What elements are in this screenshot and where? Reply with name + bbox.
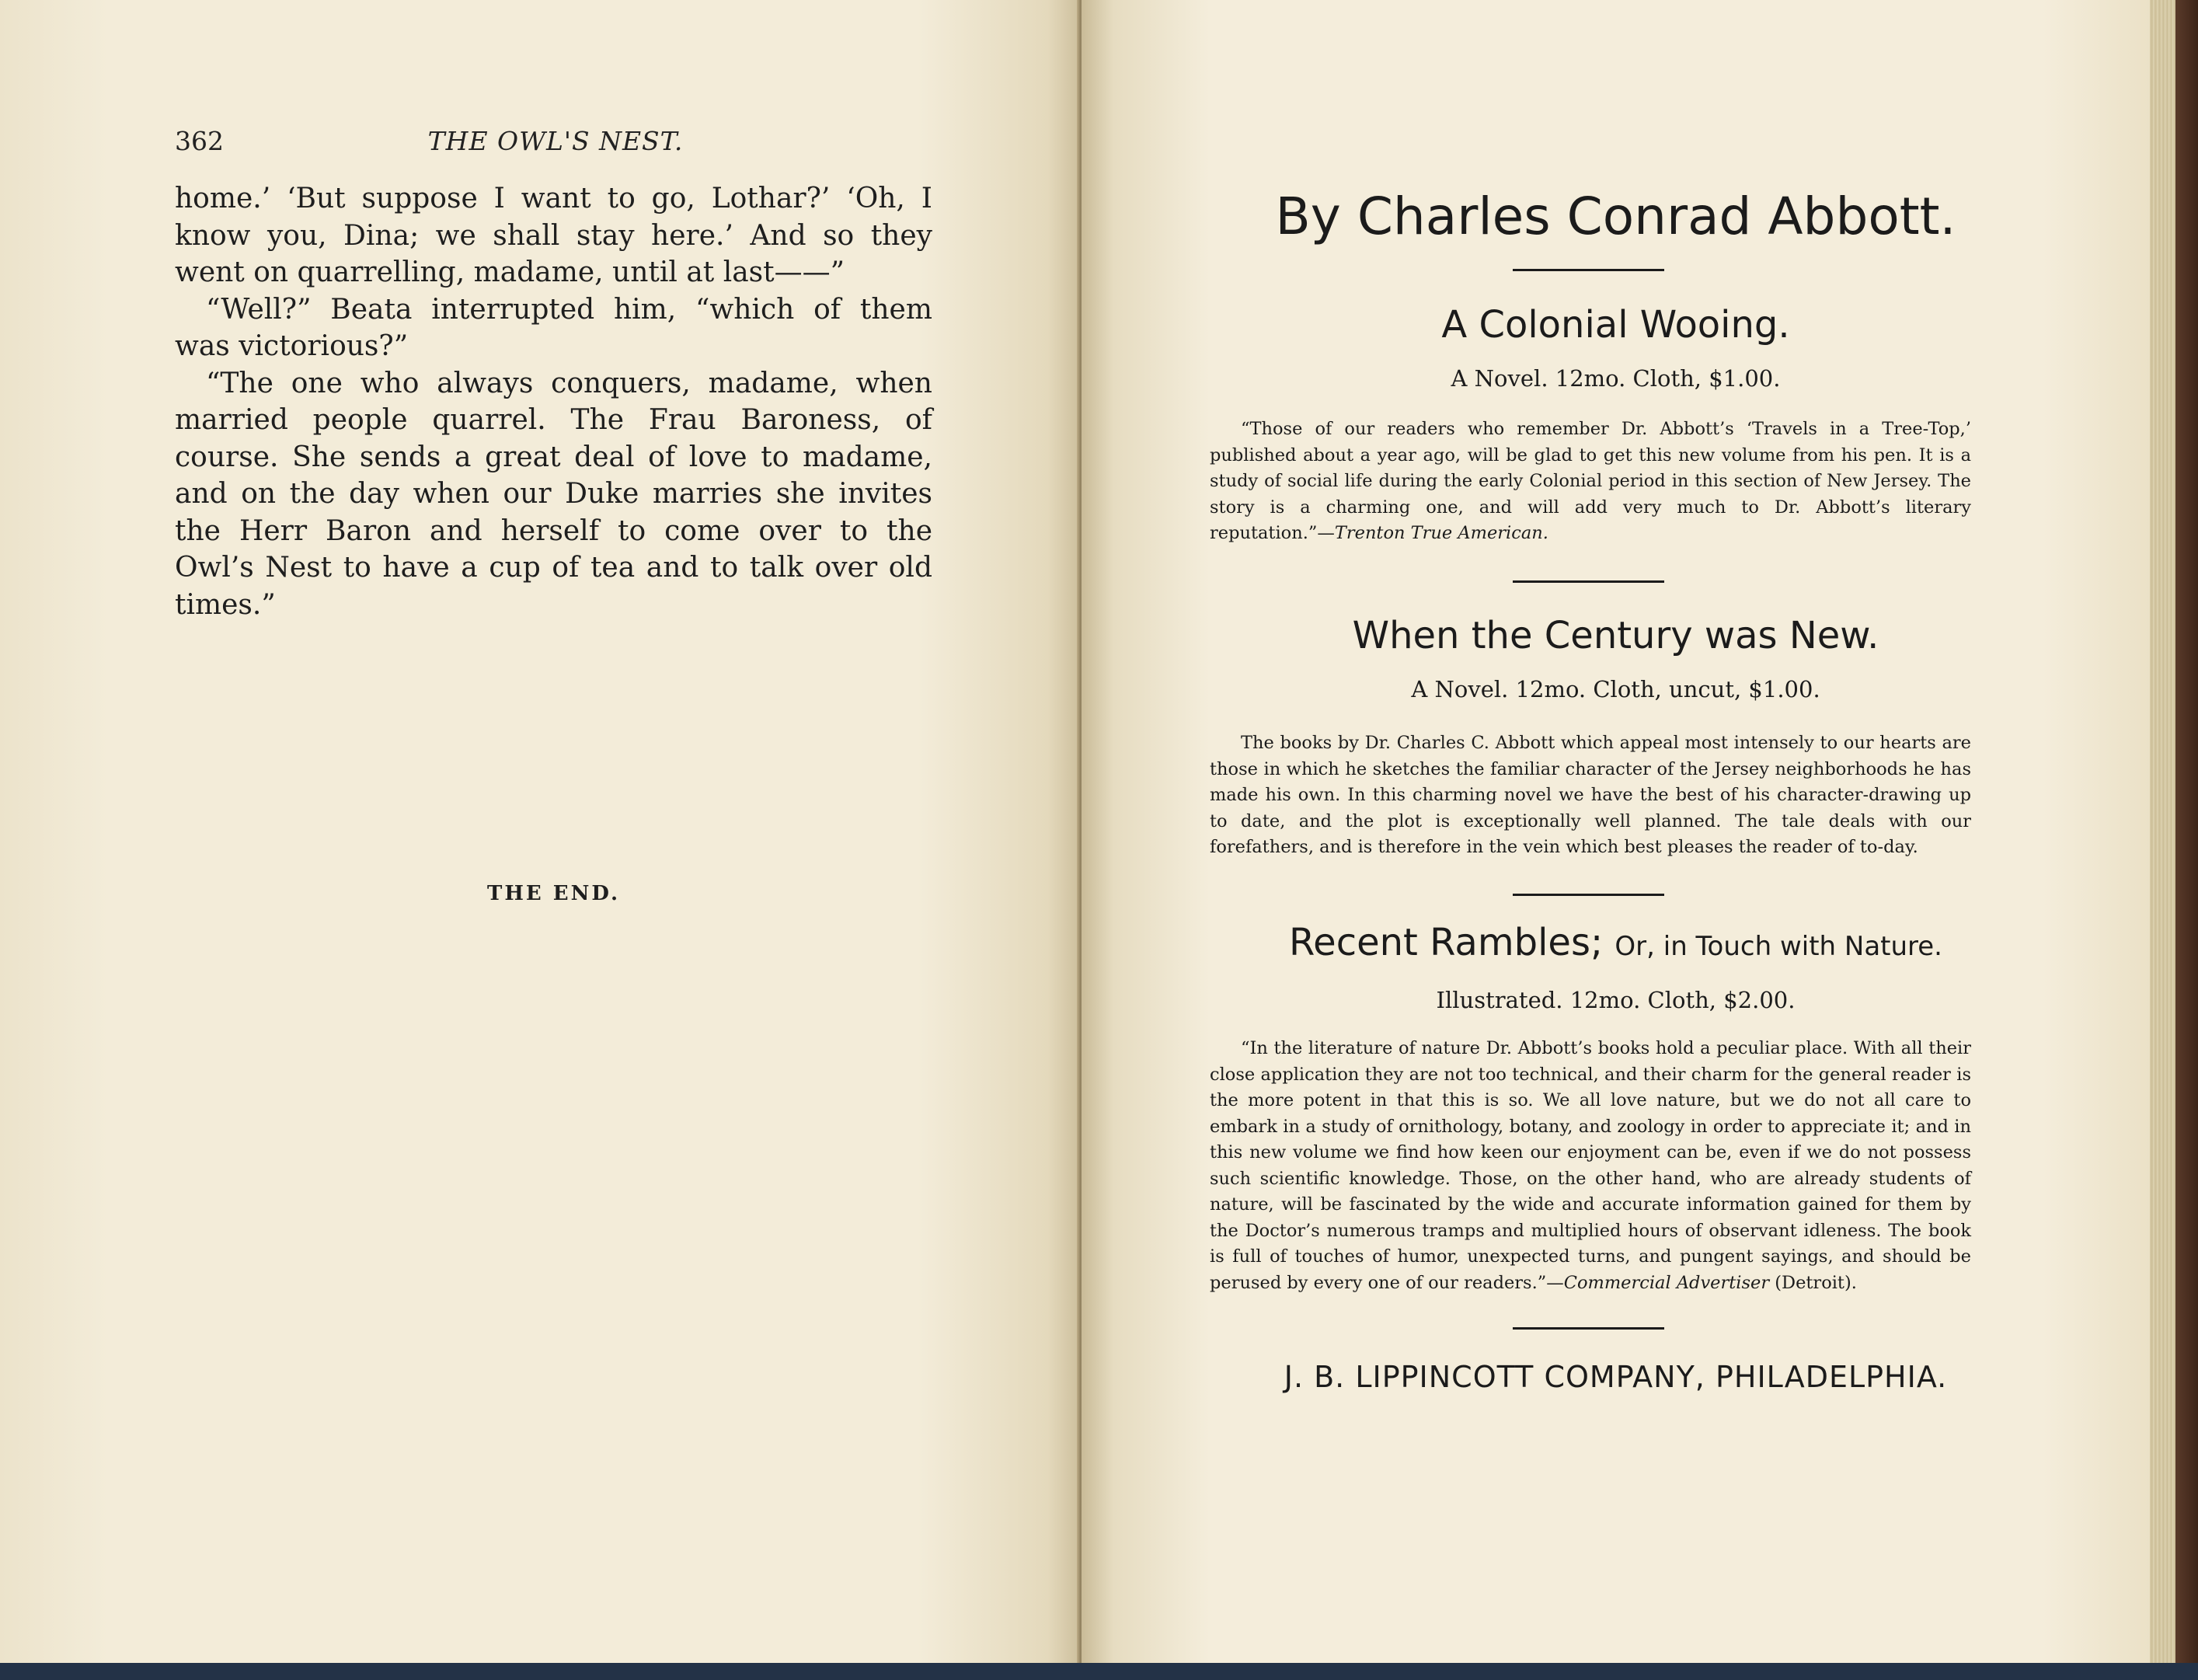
review-source-suffix: (Detroit). bbox=[1769, 1272, 1857, 1293]
paragraph: home.’ ‘But suppose I want to go, Lothar?’ ‘Oh, I know you, Dina; we shall stay here.’ And so they went on quarrelling, madame, until at last——” bbox=[175, 183, 932, 288]
paragraph: “The one who always conquers, madame, when married people quarrel. The Frau Baroness, of course. She sends a great deal of love to madame, and on the day when our Duke marries she invites the Herr Baron and herself to come over to the Owl’s Nest to have a cup of tea and to talk over old times.” bbox=[175, 367, 932, 621]
review-source: Commercial Advertiser bbox=[1563, 1272, 1770, 1293]
review-text: “Those of our readers who remember Dr. Abbott’s ‘Travels in a Tree-Top,’ published about a year ago, will be glad to get this new volume from his pen. It is a study of social life during the early Colonial period in this section of New Jersey. The story is a charming one, and will add very much to Dr. Abbott’s literary reputation.”— bbox=[1210, 419, 1971, 543]
book-review bbox=[1210, 730, 1971, 861]
book-title: A Colonial Wooing. bbox=[1441, 303, 1790, 347]
publisher: J. B. LIPPINCOTT COMPANY, PHILADELPHIA. bbox=[1284, 1360, 1948, 1394]
book-review bbox=[1210, 417, 1971, 547]
divider-rule bbox=[1513, 894, 1664, 896]
cover-edge bbox=[2175, 0, 2198, 1680]
page-number: 362 bbox=[175, 126, 224, 156]
book-subtitle: Or, in Touch with Nature. bbox=[1615, 931, 1942, 962]
review-text: The books by Dr. Charles C. Abbott which appeal most intensely to our hearts are those in which he sketches the familiar character of the Jersey neighborhoods he has made his own. In this charming novel we have the best of his character-drawing up to date, and the plot is exceptionally well planned. The tale deals with our forefathers, and is therefore in the vein which best pleases the reader of to-day. bbox=[1210, 733, 1971, 857]
background-strip bbox=[0, 1663, 2198, 1680]
author-heading: By Charles Conrad Abbott. bbox=[1275, 186, 1956, 246]
divider-rule bbox=[1513, 580, 1664, 583]
review-source: Trenton True American. bbox=[1334, 523, 1548, 543]
right-page bbox=[1082, 0, 2150, 1663]
running-head bbox=[175, 126, 936, 165]
book-info: Illustrated. 12mo. Cloth, $2.00. bbox=[1436, 987, 1796, 1013]
running-title: THE OWL'S NEST. bbox=[427, 126, 684, 156]
divider-rule bbox=[1513, 269, 1664, 271]
book-title-main: Recent Rambles; bbox=[1288, 921, 1604, 964]
book-title bbox=[1082, 921, 2150, 964]
the-end: THE END. bbox=[486, 882, 621, 905]
book-review bbox=[1210, 1036, 1971, 1296]
book-info: A Novel. 12mo. Cloth, uncut, $1.00. bbox=[1411, 676, 1820, 702]
review-text: “In the literature of nature Dr. Abbott’s books hold a peculiar place. With all their close application they are not too technical, and their charm for the general reader is the more potent in that this is so. We all love nature, but we do not all care to embark in a study of ornithology, botany, and zoology in order to appreciate it; and in this new volume we find how keen our enjoyment can be, even if we do not possess such scientific knowledge. Those, on the other hand, who are already students of nature, will be fascinated by the wide and accurate information gained for them by the Doctor’s numerous tramps and multiplied hours of observant idleness. The book is full of touches of humor, unexpected turns, and pungent sayings, and should be perused by every one of our readers.”— bbox=[1210, 1038, 1971, 1293]
divider-rule bbox=[1513, 1327, 1664, 1330]
left-page bbox=[0, 0, 1080, 1663]
body-text bbox=[175, 180, 932, 623]
book-title: When the Century was New. bbox=[1352, 614, 1879, 657]
paragraph: “Well?” Beata interrupted him, “which of them was victorious?” bbox=[175, 293, 932, 362]
book-info: A Novel. 12mo. Cloth, $1.00. bbox=[1451, 365, 1781, 392]
